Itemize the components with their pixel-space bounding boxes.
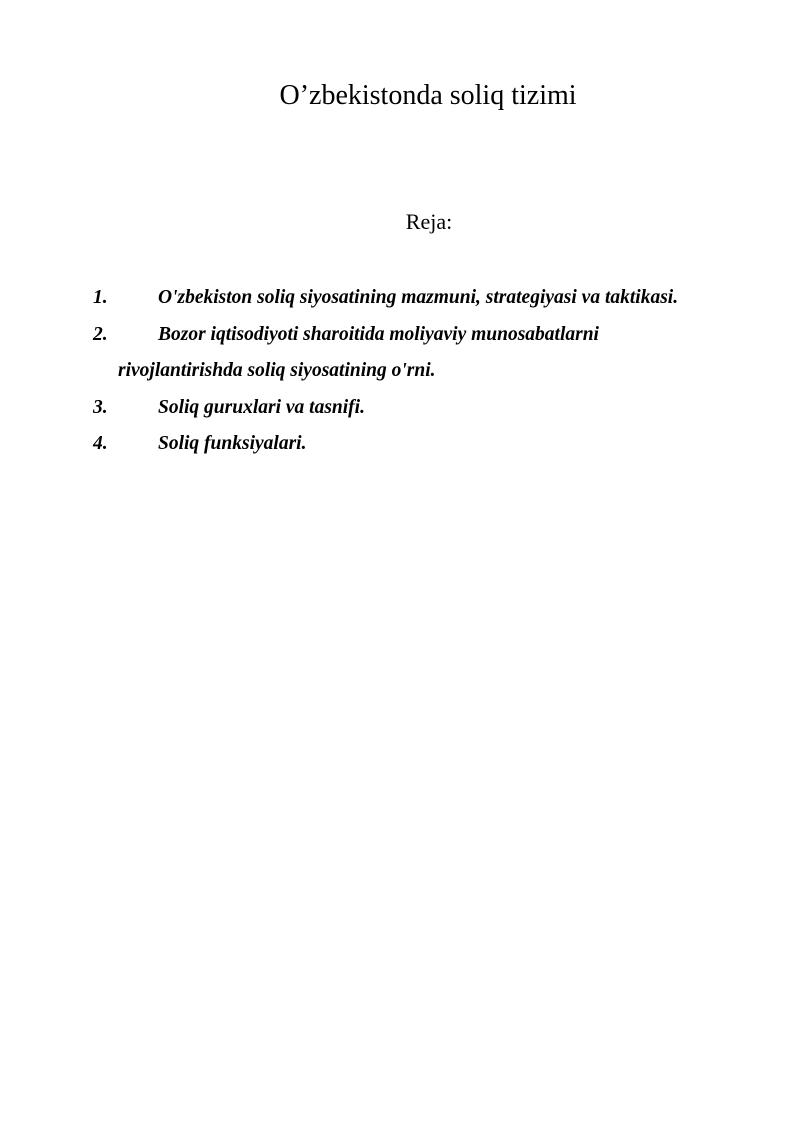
plan-item-number: 1. — [93, 287, 108, 308]
plan-item-number: 4. — [93, 433, 108, 454]
plan-item — [93, 426, 718, 463]
plan-item-text: Soliq funksiyalari. — [158, 433, 307, 454]
plan-heading: Reja: — [405, 209, 453, 234]
plan-item-text: O'zbekiston soliq siyosatining mazmuni, strategiyasi va taktikasi. — [158, 287, 679, 308]
plan-item-number: 2. — [93, 323, 108, 345]
page-title: O’zbekistonda soliq tizimi — [279, 80, 577, 111]
plan-item — [93, 280, 718, 317]
plan-item-text: Bozor iqtisodiyoti sharoitida moliyaviy munosabatlarni rivojlantirishda soliq siyosatining o'rni. — [118, 323, 599, 381]
plan-item — [93, 390, 718, 427]
plan-item-number: 3. — [93, 396, 108, 418]
plan-list — [93, 280, 718, 463]
plan-item — [93, 317, 718, 390]
plan-item-text: Soliq guruxlari va tasnifi. — [158, 396, 365, 418]
